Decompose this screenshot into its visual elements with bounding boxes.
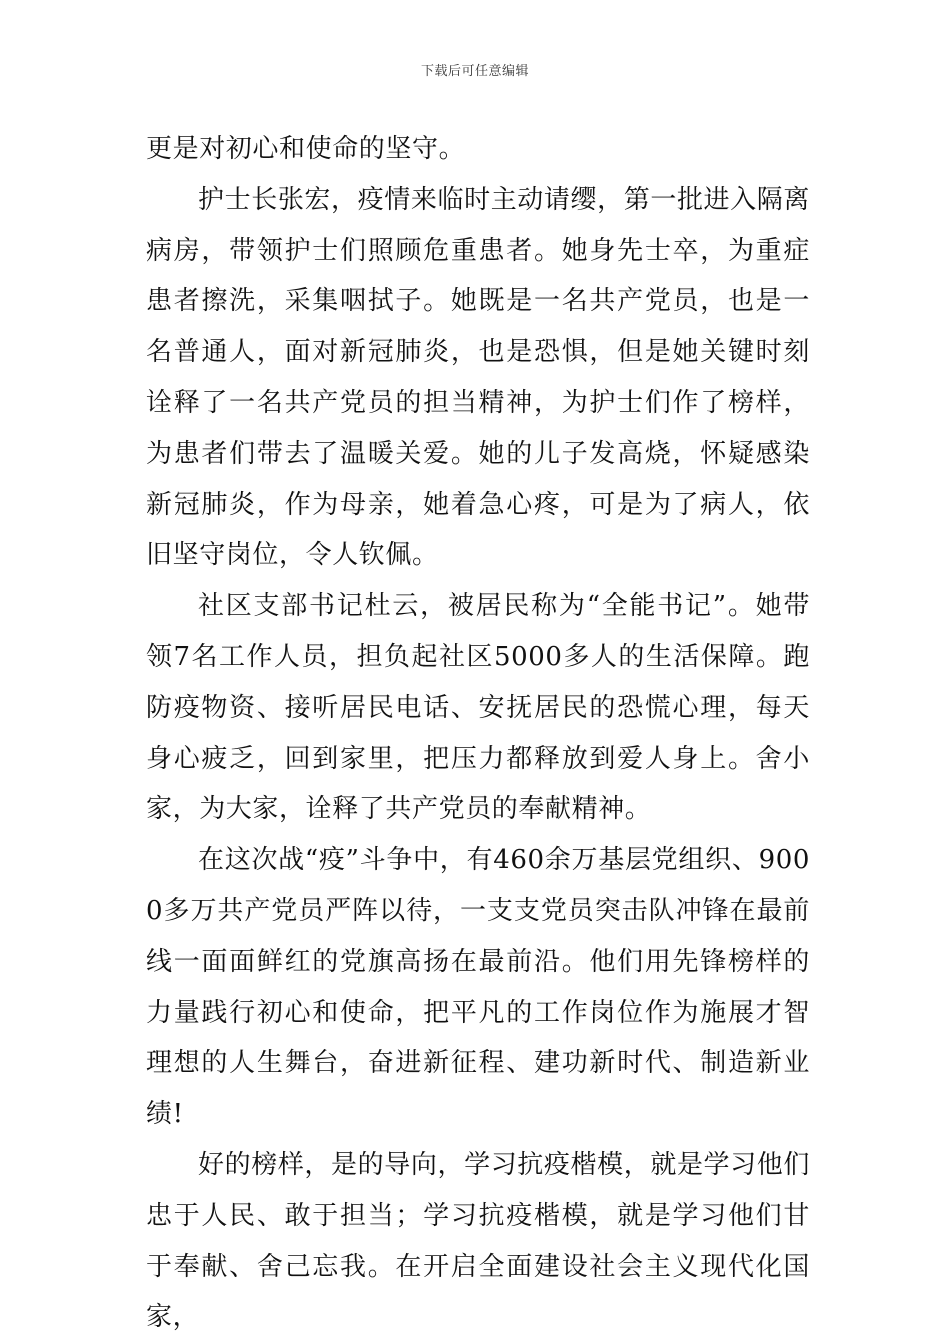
- paragraph-2: 护士长张宏，疫情来临时主动请缨，第一批进入隔离病房，带领护士们照顾危重患者。她身先士卒，为重症患者擦洗，采集咽拭子。她既是一名共产党员，也是一名普通人，面对新冠肺炎，也是恐惧，但是她关键时刻诠释了一名共产党员的担当精神，为护士们作了榜样，为患者们带去了温暖关爱。她的儿子发高烧，怀疑感染新冠肺炎，作为母亲，她着急心疼，可是为了病人，依旧坚守岗位，令人钦佩。: [146, 184, 810, 571]
- document-body: [146, 124, 810, 1343]
- paragraph-5: 好的榜样，是的导向，学习抗疫楷模，就是学习他们忠于人民、敢于担当；学习抗疫楷模，就是学习他们甘于奉献、舍己忘我。在开启全面建设社会主义现代化国家，: [146, 1149, 810, 1333]
- paragraph-3: 社区支部书记杜云，被居民称为“全能书记”。她带领7名工作人员，担负起社区5000多人的生活保障。跑防疫物资、接听居民电话、安抚居民的恐慌心理，每天身心疲乏，回到家里，把压力都释放到爱人身上。舍小家，为大家，诠释了共产党员的奉献精神。: [146, 591, 810, 825]
- paragraph-1: 更是对初心和使命的坚守。: [146, 134, 466, 164]
- page-header-note: 下载后可任意编辑: [420, 64, 529, 79]
- paragraph-4: 在这次战“疫”斗争中，有460余万基层党组织、9000多万共产党员严阵以待，一支支党员突击队冲锋在最前线一面面鲜红的党旗高扬在最前沿。他们用先锋榜样的力量践行初心和使命，把平凡的工作岗位作为施展才智理想的人生舞台，奋进新征程、建功新时代、制造新业绩!: [146, 845, 810, 1130]
